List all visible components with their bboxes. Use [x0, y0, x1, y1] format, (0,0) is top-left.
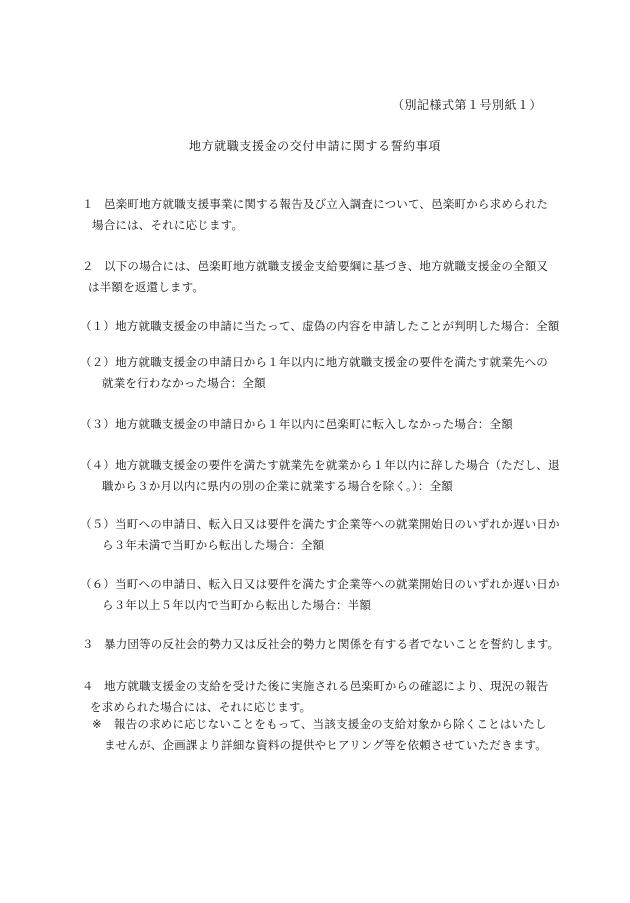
sub-item-6-line-1: 当町への申請日、転入日又は要件を満たす企業等への就業開始日のいずれか遅い日か	[115, 577, 560, 591]
sub-item-5-line-1: 当町への申請日、転入日又は要件を満たす企業等への就業開始日のいずれか遅い日か	[115, 517, 560, 531]
note-mark: ※	[92, 717, 102, 731]
sub-item-1-line-1: 地方就職支援金の申請に当たって、虚偽の内容を申請したことが判明した場合：全額	[115, 319, 560, 333]
sub-item-1	[80, 316, 559, 337]
item-4-line-1: 地方就職支援金の支給を受けた後に実施される邑楽町からの確認により、現況の報告	[104, 679, 549, 693]
item-3-number: ３	[82, 637, 94, 651]
item-2-line-2: は半額を返還します。	[88, 280, 205, 294]
sub-item-4	[80, 455, 560, 497]
sub-item-3-line-1: 地方就職支援金の申請日から１年以内に邑楽町に転入しなかった場合：全額	[115, 417, 513, 431]
item-4-number: ４	[82, 679, 94, 693]
sub-item-2-line-2: 就業を行わなかった場合：全額	[102, 376, 266, 390]
sub-item-1-number: （１）	[80, 319, 116, 333]
item-4-line-2: を求められた場合には、それに応じます。	[90, 700, 312, 714]
sub-item-6	[80, 574, 560, 616]
sub-item-4-line-2: 職から３か月以内に県内の別の企業に就業する場合を除く。）：全額	[102, 479, 453, 493]
item-2	[82, 256, 548, 298]
form-reference: （別記様式第１号別紙１）	[391, 98, 542, 112]
sub-item-2-number: （２）	[80, 355, 116, 369]
item-3	[82, 634, 559, 655]
note-line-2: ませんが、企画課より詳細な資料の提供やヒアリング等を依頼させていただきます。	[104, 738, 547, 752]
sub-item-5	[80, 514, 560, 556]
item-2-number: ２	[82, 259, 94, 273]
note-line-1: 報告の求めに応じないことをもって、当該支援金の支給対象から除くことはいたし	[114, 717, 547, 731]
item-1-line-2: 場合には、それに応じます。	[92, 218, 244, 232]
item-1-number: １	[82, 197, 94, 211]
sub-item-4-line-1: 地方就職支援金の要件を満たす就業先を就業から１年以内に辞した場合（ただし、退	[115, 458, 560, 472]
item-2-line-1: 以下の場合には、邑楽町地方就職支援金支給要綱に基づき、地方就職支援金の全額又	[104, 259, 549, 273]
sub-item-3-number: （３）	[80, 417, 116, 431]
sub-item-2-line-1: 地方就職支援金の申請日から１年以内に地方就職支援金の要件を満たす就業先への	[115, 355, 549, 369]
item-1	[82, 194, 548, 236]
sub-item-5-number: （５）	[80, 517, 116, 531]
item-4	[82, 676, 549, 718]
sub-item-6-number: （６）	[80, 577, 116, 591]
document-title: 地方就職支援金の交付申請に関する誓約事項	[188, 139, 441, 153]
item-1-line-1: 邑楽町地方就職支援事業に関する報告及び立入調査について、邑楽町から求められた	[104, 197, 549, 211]
note	[92, 714, 547, 756]
sub-item-5-line-2: ら３年未満で当町から転出した場合：全額	[102, 538, 325, 552]
sub-item-4-number: （４）	[80, 458, 116, 472]
sub-item-2	[80, 352, 548, 394]
sub-item-3	[80, 414, 513, 435]
sub-item-6-line-2: ら３年以上５年以内で当町から転出した場合：半額	[102, 598, 372, 612]
item-3-line-1: 暴力団等の反社会的勢力又は反社会的勢力と関係を有する者でないことを誓約します。	[104, 637, 560, 651]
